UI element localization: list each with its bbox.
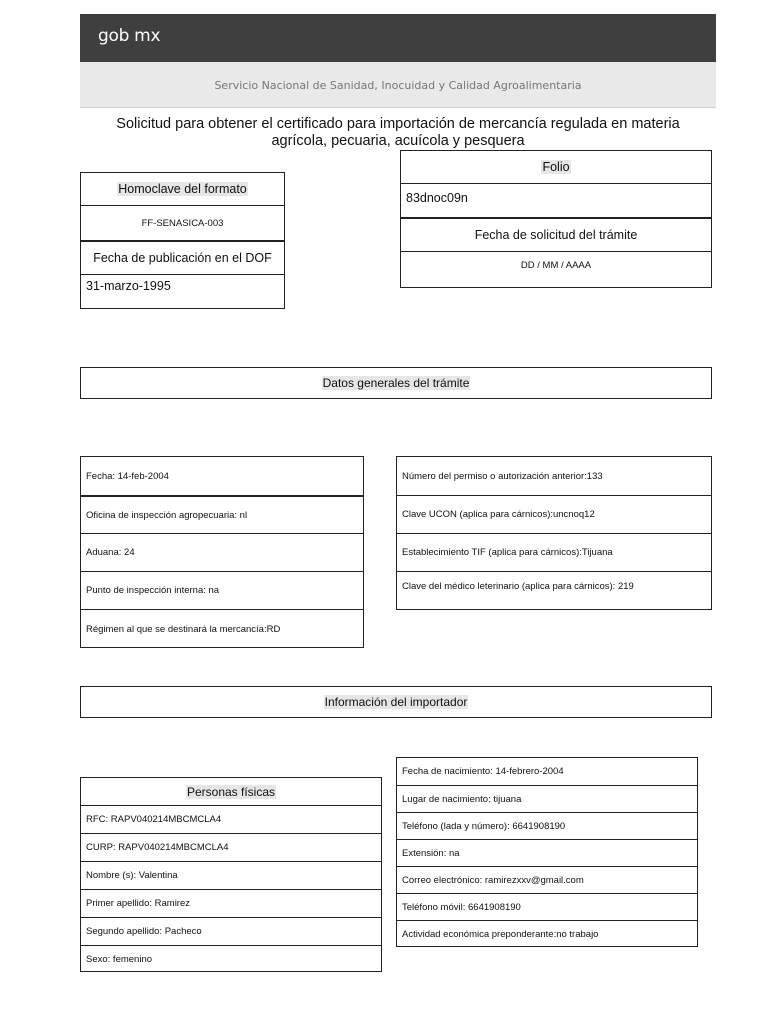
datos-right-row[interactable]: [397, 457, 711, 495]
datos-left-text: Aduana: 24: [86, 547, 135, 558]
folio-label: Folio: [542, 160, 570, 174]
importador-right-text: Teléfono (lada y número): 6641908190: [402, 820, 566, 832]
homoclave-value-cell: [81, 205, 284, 240]
homoclave-value: FF-SENASICA-003: [141, 217, 224, 229]
folio-box: [400, 150, 712, 288]
fecha-solicitud-value: DD / MM / AAAA: [520, 260, 592, 271]
importador-right-row[interactable]: [397, 758, 697, 785]
agency-name: Servicio Nacional de Sanidad, Inocuidad y Calidad Agroalimentaria: [214, 79, 582, 92]
personas-fisicas-text: Primer apellido: Ramirez: [86, 898, 191, 909]
agency-bar: [80, 62, 716, 108]
section-datos-generales-title: Datos generales del trámite: [322, 376, 470, 390]
datos-left-text: Régimen al que se destinará la mercancía:RD: [86, 623, 281, 635]
importador-right-row[interactable]: [397, 785, 697, 812]
format-box: [80, 172, 285, 309]
fecha-publicacion-value: 31-marzo-1995: [86, 279, 171, 293]
folio-value: 83dnoc09n: [406, 191, 468, 205]
personas-fisicas-text: RFC: RAPV040214MBCMCLA4: [86, 814, 222, 825]
datos-right-row[interactable]: [397, 533, 711, 571]
datos-right-row[interactable]: [397, 495, 711, 533]
personas-fisicas-text: CURP: RAPV040214MBCMCLA4: [86, 842, 229, 853]
importador-right-row[interactable]: [397, 839, 697, 866]
importador-right-row[interactable]: [397, 866, 697, 893]
importador-right-text: Correo electrónico: ramirezxxv@gmail.com: [402, 874, 584, 886]
personas-fisicas-table: [80, 777, 382, 972]
personas-fisicas-heading: Personas físicas: [186, 784, 276, 799]
importador-right-text: Teléfono móvil: 6641908190: [402, 901, 521, 913]
header-bar: [80, 14, 716, 62]
importador-right-row[interactable]: [397, 920, 697, 947]
importador-right-text: Fecha de nacimiento: 14-febrero-2004: [402, 766, 564, 777]
datos-left-row[interactable]: [81, 571, 363, 609]
importador-right-text: Actividad económica preponderante:no trabajo: [402, 928, 599, 940]
folio-label-cell: [401, 151, 711, 183]
datos-right-row[interactable]: [397, 571, 711, 610]
datos-left-text: Oficina de inspección agropecuaria: nl: [86, 509, 248, 521]
fecha-publicacion-label: Fecha de publicación en el DOF: [93, 251, 272, 265]
datos-right-text: Clave UCON (aplica para cárnicos):uncnoq12: [402, 509, 595, 520]
folio-value-cell[interactable]: [401, 183, 711, 217]
datos-right-text: Clave del médico leterinario (aplica para cárnicos): 219: [402, 581, 634, 592]
section-importador-title: Información del importador: [324, 695, 468, 709]
fecha-solicitud-value-cell[interactable]: [401, 251, 711, 288]
personas-fisicas-text: Segundo apellido: Pacheco: [86, 926, 202, 937]
datos-left-text: Punto de inspección interna: na: [86, 585, 220, 596]
personas-fisicas-text: Sexo: femenino: [86, 953, 153, 965]
fecha-solicitud-label-cell: [401, 217, 711, 251]
personas-fisicas-heading-cell: [81, 778, 381, 805]
datos-right-text: Número del permiso o autorización anterior:133: [402, 470, 603, 482]
datos-left-row[interactable]: [81, 457, 363, 495]
homoclave-label: Homoclave del formato: [118, 182, 247, 196]
importador-right-row[interactable]: [397, 812, 697, 839]
section-importador: [80, 686, 712, 718]
personas-fisicas-row[interactable]: [81, 889, 381, 917]
personas-fisicas-text: Nombre (s): Valentina: [86, 870, 178, 881]
homoclave-label-cell: [81, 173, 284, 205]
fecha-solicitud-label: Fecha de solicitud del trámite: [474, 228, 638, 242]
personas-fisicas-row[interactable]: [81, 833, 381, 861]
personas-fisicas-row[interactable]: [81, 805, 381, 833]
datos-left-table: [80, 456, 364, 648]
personas-fisicas-row[interactable]: [81, 917, 381, 945]
personas-fisicas-row[interactable]: [81, 945, 381, 972]
fecha-publicacion-label-cell: [81, 240, 284, 274]
datos-left-row[interactable]: [81, 609, 363, 648]
section-datos-generales: [80, 367, 712, 399]
datos-left-row[interactable]: [81, 533, 363, 571]
datos-right-text: Establecimiento TIF (aplica para cárnicos):Tijuana: [402, 547, 613, 558]
form-title-line-2: agrícola, pecuaria, acuícola y pesquera: [271, 133, 525, 149]
importador-right-text: Lugar de nacimiento: tijuana: [402, 793, 522, 805]
personas-fisicas-row[interactable]: [81, 861, 381, 889]
form-title: [90, 116, 706, 150]
gobmx-logo: gob mx: [98, 26, 161, 46]
importador-right-table: [396, 757, 698, 947]
importador-right-text: Extensión: na: [402, 847, 460, 859]
datos-left-row[interactable]: [81, 495, 363, 533]
datos-left-text: Fecha: 14-feb-2004: [86, 470, 169, 482]
form-title-line-1: Solicitud para obtener el certificado para importación de mercancía regulada en materia: [116, 116, 680, 132]
importador-right-row[interactable]: [397, 893, 697, 920]
fecha-publicacion-value-cell: [81, 274, 284, 309]
datos-right-table: [396, 456, 712, 610]
